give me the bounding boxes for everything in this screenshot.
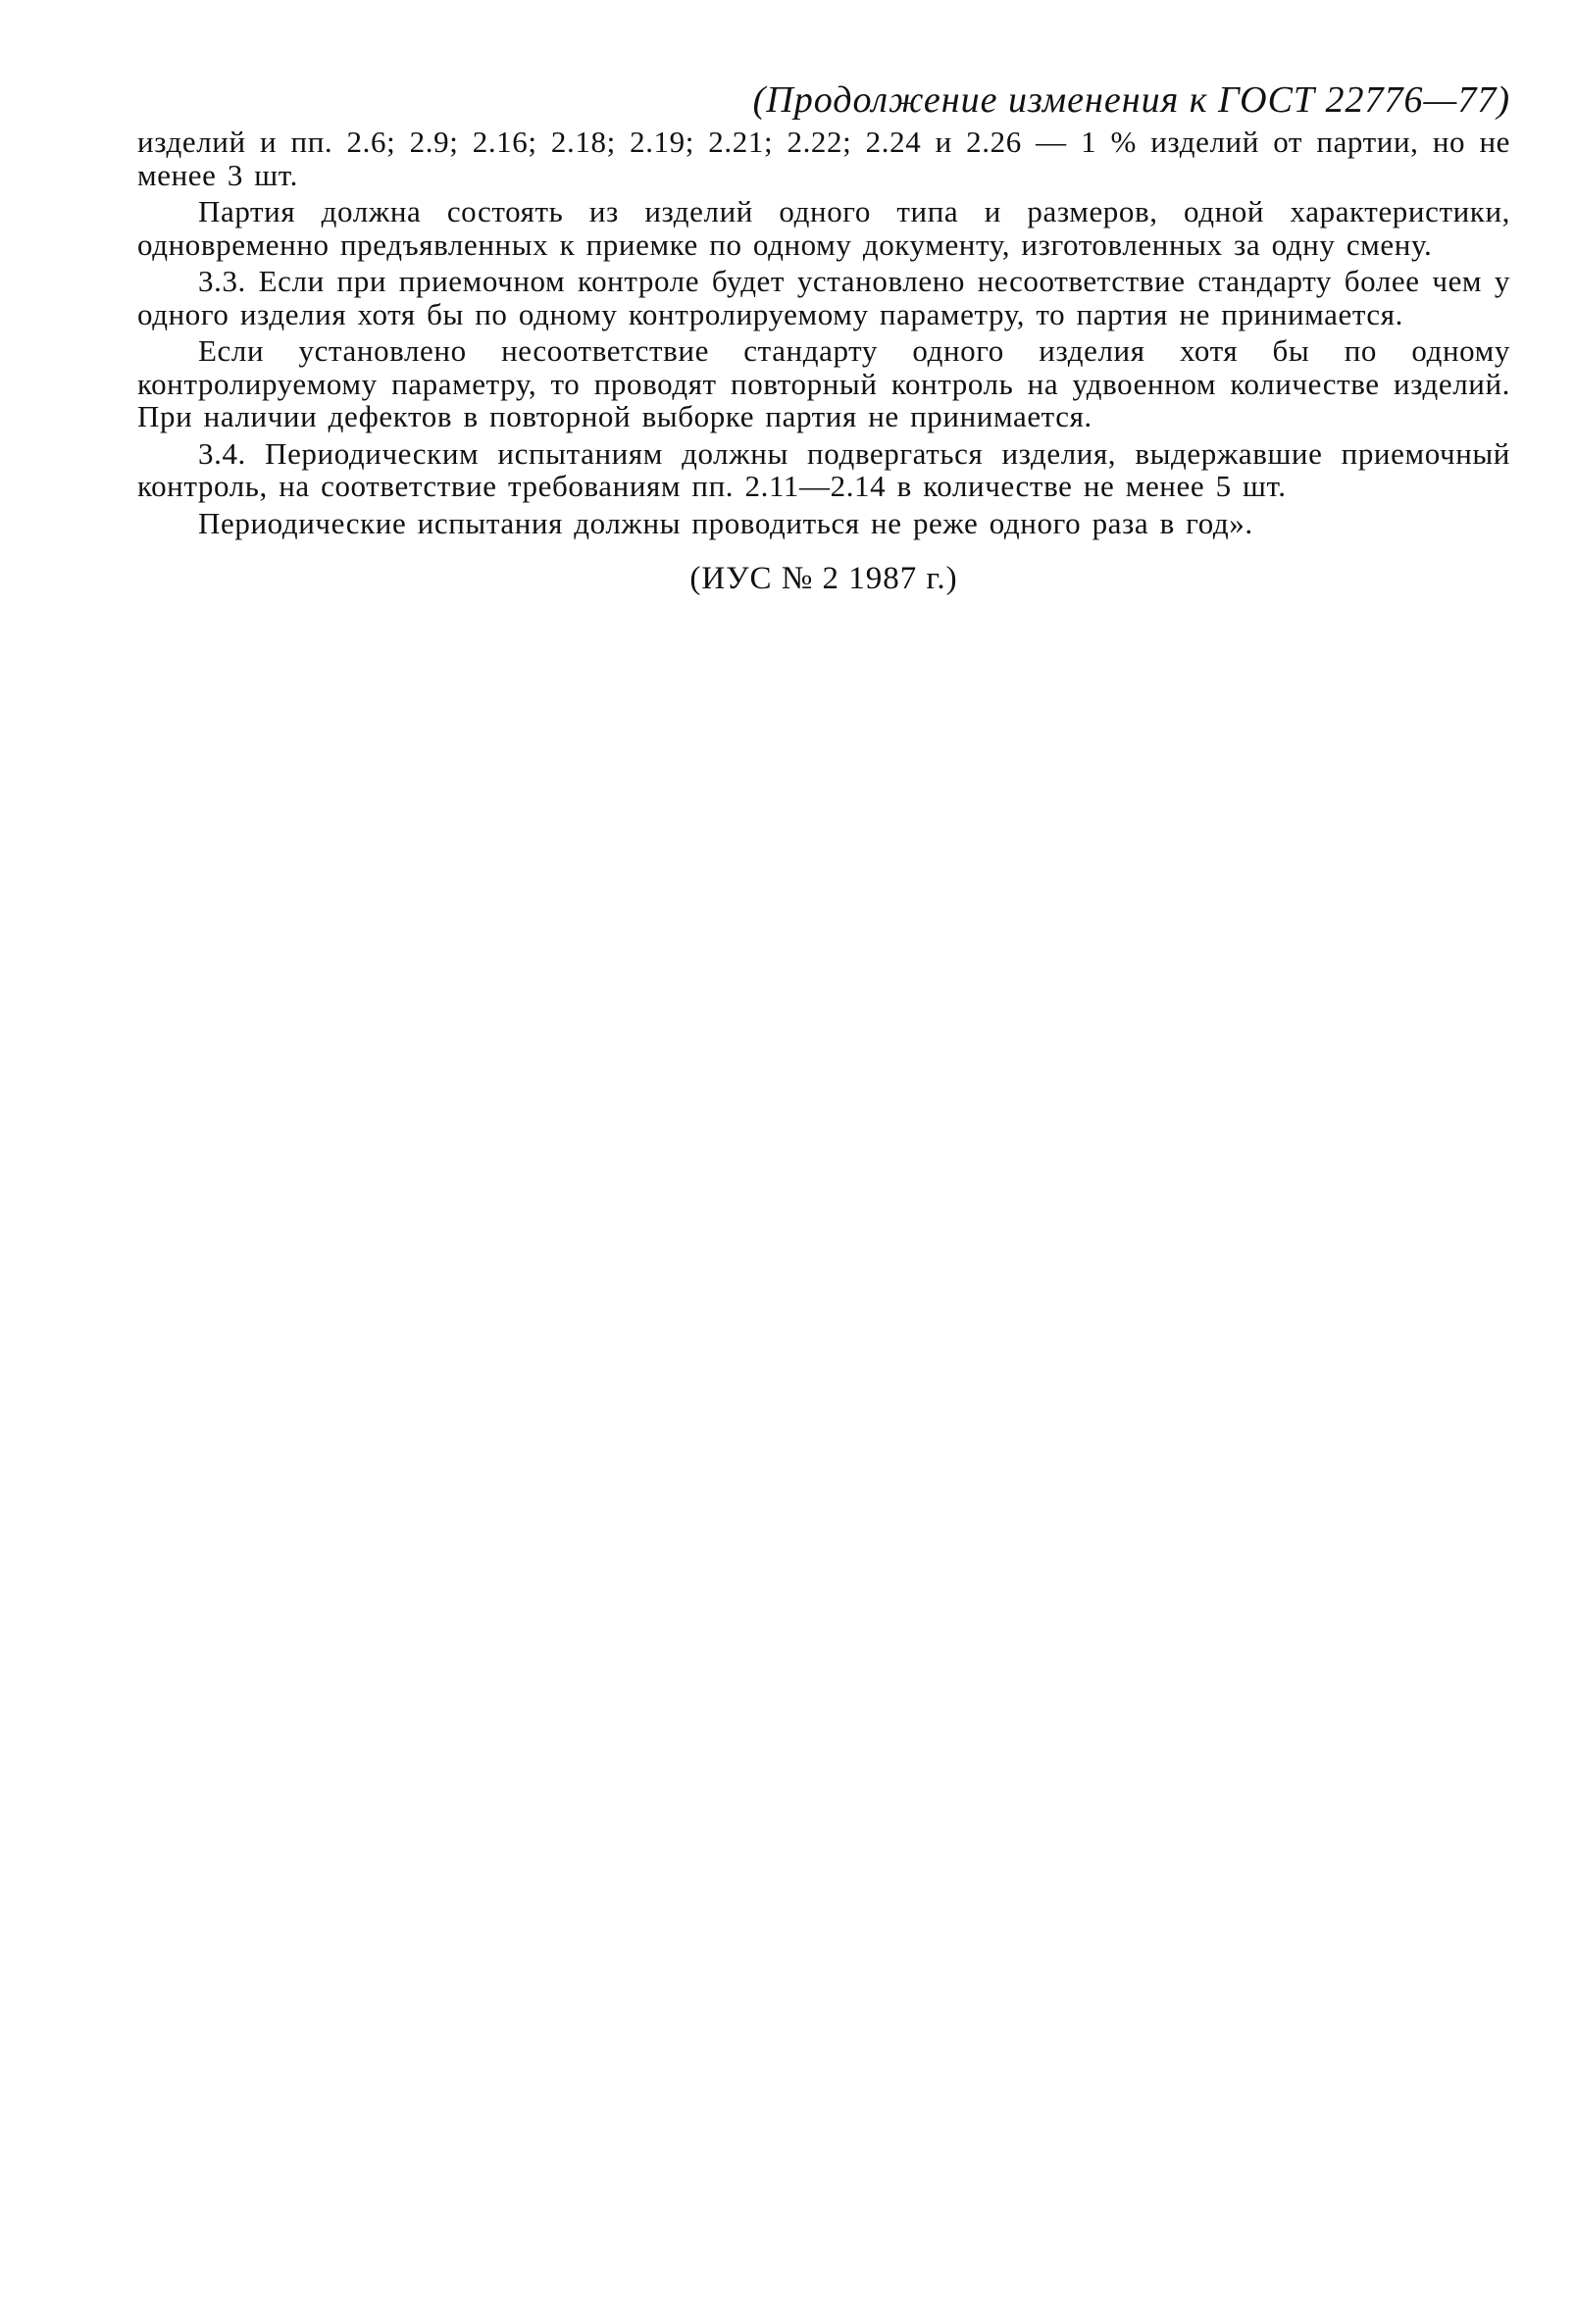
continuation-header: (Продолжение изменения к ГОСТ 22776—77) (752, 79, 1510, 121)
paragraph-batch-definition: Партия должна состоять из изделий одного типа и размеров, одной характеристики, одновременно предъявленных к приемке по одному документу, изготовленных за одну смену. (137, 194, 1510, 262)
paragraph-periodic-tests: Периодические испытания должны проводиться не реже одного раза в год». (198, 505, 1253, 540)
paragraph-continuation: изделий и пп. 2.6; 2.9; 2.16; 2.18; 2.19; 2.21; 2.22; 2.24 и 2.26 — 1 % изделий от партии, но не менее 3 шт. (137, 125, 1510, 192)
paragraph-repeat-control: Если установлено несоответствие стандарту одного изделия хотя бы по одному контролируемому параметру, то проводят повторный контроль на удвоенном количестве изделий. При наличии дефектов в повторной выборке партия не принимается. (137, 333, 1510, 433)
paragraph-clause-3-3: 3.3. Если при приемочном контроле будет установлено несоответствие стандарту более чем у одного изделия хотя бы по одному контролируемому параметру, то партия не принимается. (137, 264, 1510, 331)
document-page (137, 78, 1510, 598)
ius-reference: (ИУС № 2 1987 г.) (689, 561, 958, 596)
paragraph-clause-3-4: 3.4. Периодическим испытаниям должны подвергаться изделия, выдержавшие приемочный контроль, на соответствие требованиям пп. 2.11—2.14 в количестве не менее 5 шт. (137, 435, 1510, 503)
